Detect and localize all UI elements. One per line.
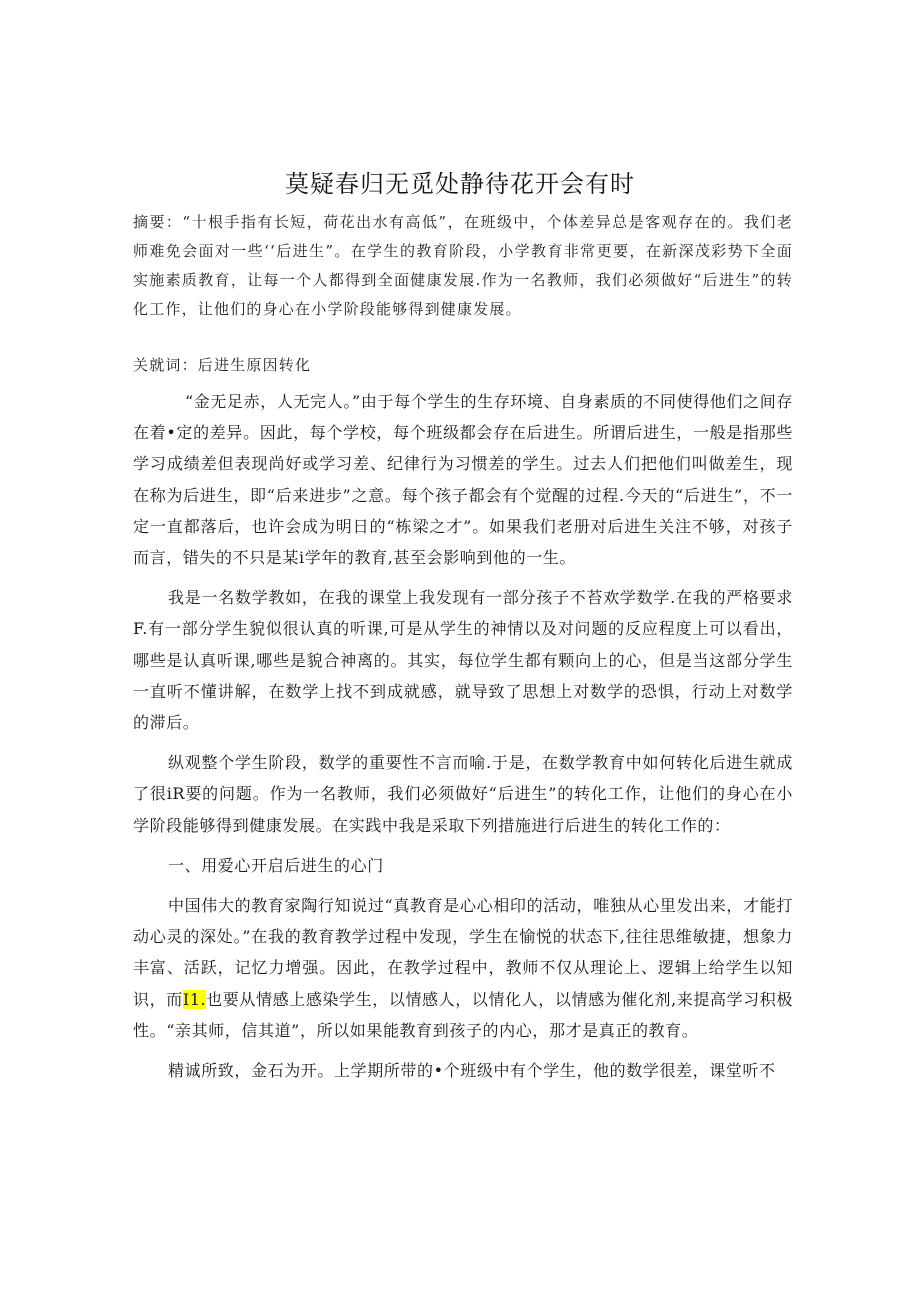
- body-paragraph-1: “金无足赤，人无完人。”由于每个学生的生存环境、自身素质的不同使得他们之间存在着•定的差异。因此，每个学校，每个班级都会存在后进生。所谓后进生，一般是指那些学习成绩差但表现尚好或学习差、纪律行为习惯差的学生。过去人们把他们叫做差生，现在称为后进生，即“后来进步”之意。每个孩子都会有个觉醒的过程.今天的“后进生”，不一定一直都落后，也许会成为明日的“栋梁之才”。如果我们老册对后进生关注不够，对孩子而言，错失的不只是某i学年的教育,甚至会影响到他的一生。: [133, 392, 793, 568]
- body-paragraph-6: 精诚所致，金石为开。上学期所带的•个班级中有个学生，他的数学很差，课堂听不: [168, 1061, 776, 1081]
- paragraph-text-after-highlight: 也要从情感上感染学生，以情感人，以情化人，以情感为催化剂,来提高学习积极性。“亲其师，信其道”，所以如果能教育到孩子的内心，那才是真正的教育。: [133, 989, 793, 1040]
- body-paragraph-2: 我是一名数学教如，在我的课堂上我发现有一部分孩子不苔欢学数学.在我的严格要求F.有一部分学生貌似很认真的听课,可是从学生的神情以及对问题的反应程度上可以看出，哪些是认真听课,哪些是貌合神离的。其实，每位学生都有颗向上的心，但是当这部分学生一直听不懂讲解，在数学上找不到成就感，就导致了思想上对数学的恐惧，行动上对数学的滞后。: [133, 588, 793, 733]
- highlighted-text: I1.: [182, 989, 207, 1009]
- abstract-paragraph: 摘要：“十根手指有长短，荷花出水有高低”，在班级中，个体差异总是客观存在的。我们老师难免会面对一些‘‘后进生”。在学生的教育阶段，小学教育非常更要，在新深茂彩势下全面实施素质教育，让每一个人都得到全面健康发展.作为一名教师，我们必须做好“后进生”的转化工作，让他们的身心在小学阶段能够得到健康发展。: [133, 213, 793, 318]
- document-body: [133, 386, 793, 1095]
- paragraph-text-before-highlight: 中国伟大的教育家陶行知说过“真教育是心心相印的活动，唯独从心里发出来，才能打动心灵的深处。”在我的教育教学过程中发现，学生在愉悦的状态下,往往思维敏捷，想象力丰富、活跃，记忆力增强。因此，在教学过程中，教师不仅从理论上、逻辑上给学生以知识，而: [133, 896, 793, 1009]
- body-paragraph-3: 纵观整个学生阶段，数学的重要性不言而喻.于是，在数学教育中如何转化后进生就成了很iR要的问题。作为一名教师，我们必须做好“后进生”的转化工作，让他们的身心在小学阶段能够得到健康发展。在实践中我是采取下列措施进行后进生的转化工作的：: [133, 753, 793, 835]
- body-paragraph-5: [133, 890, 793, 1046]
- document-title: 莫疑春归无觅处静待花开会有时: [285, 170, 635, 198]
- keywords-line: 关就词：后进生原因转化: [133, 356, 312, 374]
- section-heading-1: 一、用爱心开启后进生的心门: [168, 855, 384, 875]
